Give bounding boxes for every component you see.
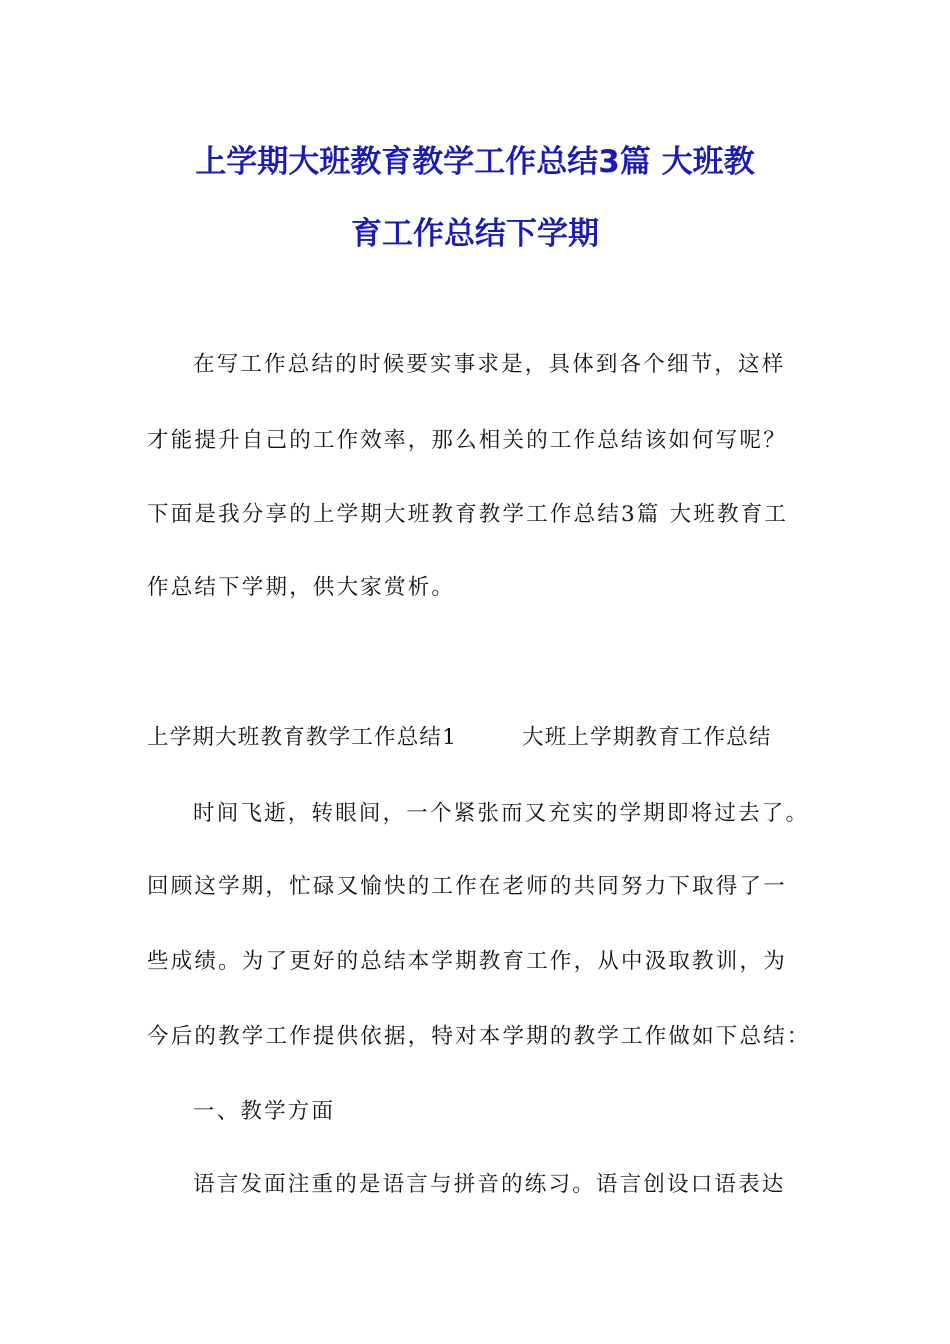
- body-paragraph-line-3: 些成绩。为了更好的总结本学期教育工作，从中汲取教训，为: [147, 949, 787, 974]
- subsection-heading: 一、教学方面: [193, 1099, 336, 1124]
- body-paragraph-line-6: 语言发面注重的是语言与拼音的练习。语言创设口语表达: [193, 1172, 786, 1197]
- intro-paragraph-line-2: 才能提升自己的工作效率，那么相关的工作总结该如何写呢？: [147, 428, 787, 453]
- section-heading-left: 上学期大班教育教学工作总结1: [147, 725, 457, 750]
- document-title-line-1: 上学期大班教育教学工作总结3篇 大班教: [195, 144, 755, 180]
- section-heading-right: 大班上学期教育工作总结: [522, 725, 772, 750]
- body-paragraph-line-2: 回顾这学期，忙碌又愉快的工作在老师的共同努力下取得了一: [147, 874, 787, 899]
- intro-paragraph-line-1: 在写工作总结的时候要实事求是，具体到各个细节，这样: [193, 352, 786, 377]
- body-paragraph-line-1: 时间飞逝，转眼间，一个紧张而又充实的学期即将过去了。: [193, 801, 810, 826]
- document-title-line-2: 育工作总结下学期: [351, 216, 599, 252]
- intro-paragraph-line-3: 下面是我分享的上学期大班教育教学工作总结3篇 大班教育工: [147, 502, 789, 527]
- body-paragraph-line-4: 今后的教学工作提供依据，特对本学期的教学工作做如下总结：: [147, 1024, 811, 1049]
- intro-paragraph-line-4: 作总结下学期，供大家赏析。: [147, 575, 456, 600]
